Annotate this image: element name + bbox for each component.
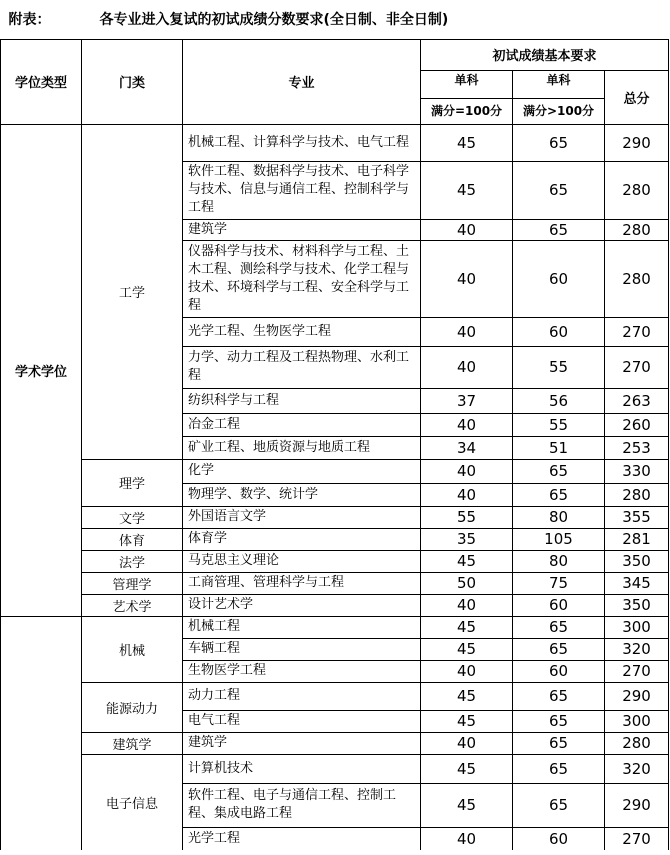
total-value: 280 xyxy=(605,161,669,219)
header-row-1 xyxy=(1,39,669,70)
single-over100-value: 56 xyxy=(513,388,605,413)
table-row xyxy=(1,459,669,483)
major-cell: 光学工程、生物医学工程 xyxy=(183,317,421,346)
degree-type-cell xyxy=(1,616,82,850)
single-100-value: 45 xyxy=(421,616,513,638)
single-over100-value: 60 xyxy=(513,660,605,682)
single-over100-header: 单科 xyxy=(513,70,605,98)
single-over100-value: 65 xyxy=(513,638,605,660)
single-over100-value: 65 xyxy=(513,783,605,827)
total-value: 280 xyxy=(605,483,669,506)
single-over100-value: 65 xyxy=(513,616,605,638)
major-cell: 物理学、数学、统计学 xyxy=(183,483,421,506)
total-value: 270 xyxy=(605,346,669,388)
single-over100-value: 65 xyxy=(513,219,605,240)
single-100-value: 40 xyxy=(421,346,513,388)
category-cell: 管理学 xyxy=(82,572,183,594)
major-cell: 纺织科学与工程 xyxy=(183,388,421,413)
single-100-value: 37 xyxy=(421,388,513,413)
total-value: 270 xyxy=(605,660,669,682)
total-value: 263 xyxy=(605,388,669,413)
table-row xyxy=(1,682,669,710)
major-cell: 化学 xyxy=(183,459,421,483)
single-100-value: 45 xyxy=(421,638,513,660)
major-cell: 矿业工程、地质资源与地质工程 xyxy=(183,436,421,459)
single-100-value: 35 xyxy=(421,528,513,550)
degree-type-header: 学位类型 xyxy=(1,39,82,124)
major-cell: 电气工程 xyxy=(183,710,421,732)
major-cell: 机械工程、计算科学与技术、电气工程 xyxy=(183,124,421,161)
major-cell: 计算机技术 xyxy=(183,754,421,783)
total-value: 355 xyxy=(605,506,669,528)
single-over100-value: 60 xyxy=(513,240,605,317)
category-cell: 机械 xyxy=(82,616,183,682)
single-over100-value: 55 xyxy=(513,346,605,388)
total-value: 281 xyxy=(605,528,669,550)
total-value: 290 xyxy=(605,783,669,827)
total-header: 总分 xyxy=(605,70,669,124)
total-value: 290 xyxy=(605,124,669,161)
single-100-value: 40 xyxy=(421,732,513,754)
single-100-value: 40 xyxy=(421,827,513,850)
total-value: 280 xyxy=(605,732,669,754)
single-over100-value: 65 xyxy=(513,459,605,483)
major-cell: 建筑学 xyxy=(183,732,421,754)
major-cell: 动力工程 xyxy=(183,682,421,710)
category-cell: 艺术学 xyxy=(82,594,183,616)
major-cell: 力学、动力工程及工程热物理、水利工程 xyxy=(183,346,421,388)
single-over100-value: 65 xyxy=(513,161,605,219)
appendix-label: 附表： xyxy=(1,0,82,39)
major-header: 专业 xyxy=(183,39,421,124)
total-value: 253 xyxy=(605,436,669,459)
category-cell: 电子信息 xyxy=(82,754,183,850)
table-row xyxy=(1,616,669,638)
single-over100-value: 60 xyxy=(513,827,605,850)
page-title: 各专业进入复试的初试成绩分数要求(全日制、非全日制) xyxy=(82,0,669,39)
category-cell: 文学 xyxy=(82,506,183,528)
table-row xyxy=(1,594,669,616)
category-cell: 建筑学 xyxy=(82,732,183,754)
single-100-value: 40 xyxy=(421,219,513,240)
single-over100-value: 105 xyxy=(513,528,605,550)
single-over100-value: 65 xyxy=(513,483,605,506)
major-cell: 冶金工程 xyxy=(183,413,421,436)
single-over100-value: 51 xyxy=(513,436,605,459)
major-cell: 生物医学工程 xyxy=(183,660,421,682)
category-cell: 理学 xyxy=(82,459,183,506)
category-cell: 法学 xyxy=(82,550,183,572)
single-100-value: 40 xyxy=(421,240,513,317)
table-row xyxy=(1,550,669,572)
major-cell: 工商管理、管理科学与工程 xyxy=(183,572,421,594)
category-cell: 体育 xyxy=(82,528,183,550)
single-over100-value: 60 xyxy=(513,317,605,346)
total-value: 270 xyxy=(605,827,669,850)
total-value: 290 xyxy=(605,682,669,710)
total-value: 345 xyxy=(605,572,669,594)
single-over100-value: 80 xyxy=(513,550,605,572)
single-100-value: 45 xyxy=(421,754,513,783)
total-value: 280 xyxy=(605,219,669,240)
single-over100-value: 65 xyxy=(513,710,605,732)
major-cell: 建筑学 xyxy=(183,219,421,240)
single-100-value: 45 xyxy=(421,550,513,572)
total-value: 320 xyxy=(605,638,669,660)
major-cell: 设计艺术学 xyxy=(183,594,421,616)
single-100-value: 40 xyxy=(421,660,513,682)
total-value: 260 xyxy=(605,413,669,436)
major-cell: 马克思主义理论 xyxy=(183,550,421,572)
single-over100-value: 65 xyxy=(513,124,605,161)
total-value: 320 xyxy=(605,754,669,783)
single-over100-value: 65 xyxy=(513,682,605,710)
single-over100-value: 60 xyxy=(513,594,605,616)
table-row xyxy=(1,506,669,528)
single-100-value: 40 xyxy=(421,483,513,506)
single-100-value: 50 xyxy=(421,572,513,594)
single-over100-fullmark: 满分>100分 xyxy=(513,98,605,124)
table-row xyxy=(1,124,669,161)
total-value: 270 xyxy=(605,317,669,346)
major-cell: 软件工程、电子与通信工程、控制工程、集成电路工程 xyxy=(183,783,421,827)
major-cell: 仪器科学与技术、材料科学与工程、土木工程、测绘科学与技术、化学工程与技术、环境科学与工程、安全科学与工程 xyxy=(183,240,421,317)
total-value: 330 xyxy=(605,459,669,483)
major-cell: 车辆工程 xyxy=(183,638,421,660)
total-value: 300 xyxy=(605,616,669,638)
major-cell: 光学工程 xyxy=(183,827,421,850)
single-100-fullmark: 满分=100分 xyxy=(421,98,513,124)
single-100-value: 45 xyxy=(421,124,513,161)
single-100-value: 40 xyxy=(421,317,513,346)
single-100-value: 40 xyxy=(421,594,513,616)
single-100-value: 40 xyxy=(421,459,513,483)
table-row xyxy=(1,528,669,550)
degree-type-cell: 学术学位 xyxy=(1,124,82,616)
single-100-value: 45 xyxy=(421,161,513,219)
single-100-value: 55 xyxy=(421,506,513,528)
category-cell: 能源动力 xyxy=(82,682,183,732)
table-row xyxy=(1,732,669,754)
basic-requirement-header: 初试成绩基本要求 xyxy=(421,39,669,70)
single-over100-value: 75 xyxy=(513,572,605,594)
total-value: 350 xyxy=(605,594,669,616)
major-cell: 软件工程、数据科学与技术、电子科学与技术、信息与通信工程、控制科学与工程 xyxy=(183,161,421,219)
major-cell: 机械工程 xyxy=(183,616,421,638)
category-header: 门类 xyxy=(82,39,183,124)
single-100-value: 45 xyxy=(421,783,513,827)
total-value: 300 xyxy=(605,710,669,732)
single-over100-value: 80 xyxy=(513,506,605,528)
total-value: 280 xyxy=(605,240,669,317)
single-over100-value: 55 xyxy=(513,413,605,436)
single-100-value: 40 xyxy=(421,413,513,436)
single-100-value: 34 xyxy=(421,436,513,459)
major-cell: 体育学 xyxy=(183,528,421,550)
total-value: 350 xyxy=(605,550,669,572)
single-100-value: 45 xyxy=(421,710,513,732)
single-over100-value: 65 xyxy=(513,754,605,783)
single-100-value: 45 xyxy=(421,682,513,710)
single-100-header: 单科 xyxy=(421,70,513,98)
single-over100-value: 65 xyxy=(513,732,605,754)
major-cell: 外国语言文学 xyxy=(183,506,421,528)
table-row xyxy=(1,572,669,594)
category-cell: 工学 xyxy=(82,124,183,459)
table-row xyxy=(1,754,669,783)
title-row xyxy=(1,0,669,39)
